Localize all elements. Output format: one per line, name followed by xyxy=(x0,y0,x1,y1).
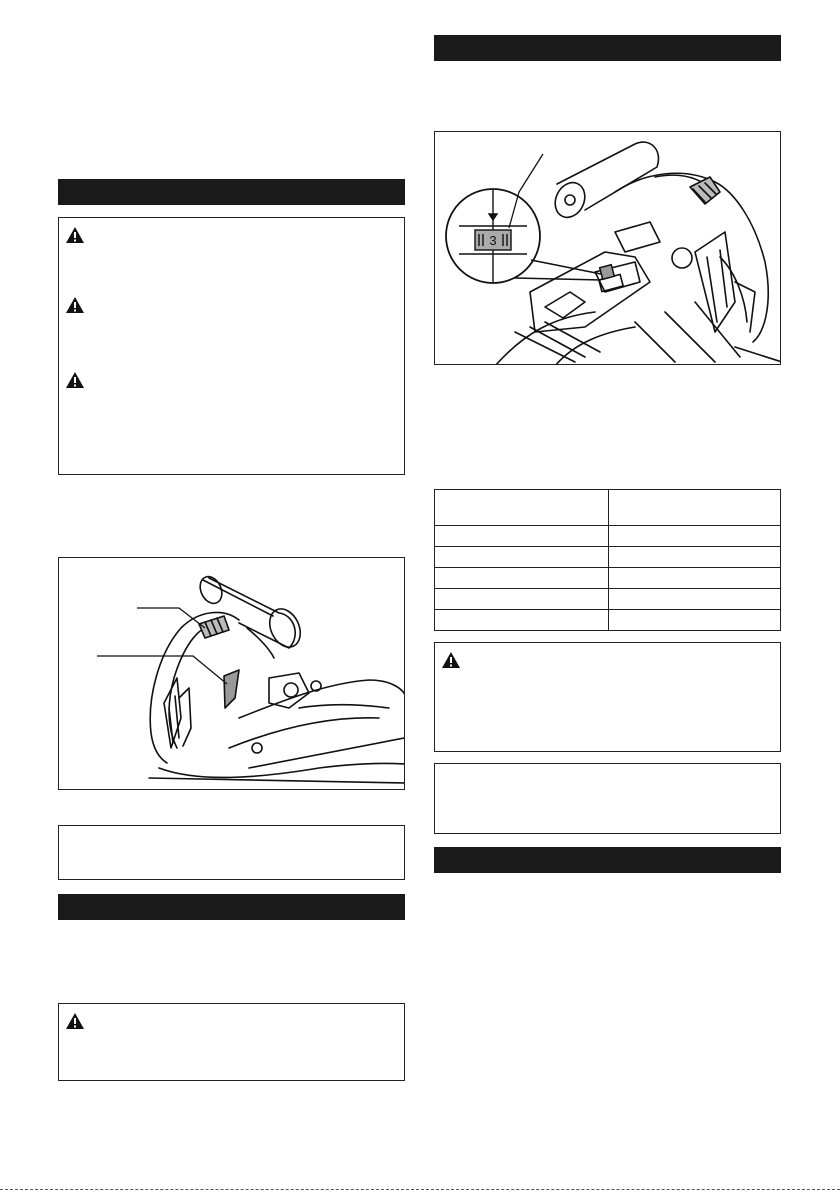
table-row xyxy=(435,568,781,589)
dial-reading: 3 xyxy=(489,233,497,248)
speed-dial-drawing xyxy=(435,132,781,365)
section-header-bar xyxy=(58,179,405,205)
figure-saw-handle xyxy=(58,557,405,790)
table-row xyxy=(435,547,781,568)
warning-triangle-icon xyxy=(65,371,85,389)
warning-triangle-icon xyxy=(65,1012,85,1030)
table-row xyxy=(435,526,781,547)
speed-table xyxy=(434,489,781,631)
section-header-bar xyxy=(434,847,781,873)
note-box xyxy=(58,825,405,880)
warning-triangle-icon xyxy=(65,226,85,244)
table-cell xyxy=(435,547,609,568)
table-cell xyxy=(435,589,609,610)
table-cell xyxy=(435,490,609,526)
warning-box xyxy=(58,217,405,475)
table-cell xyxy=(609,610,781,631)
table-cell xyxy=(435,526,609,547)
table-cell xyxy=(609,589,781,610)
table-cell xyxy=(609,526,781,547)
table-row xyxy=(435,610,781,631)
warning-triangle-icon xyxy=(65,296,85,314)
figure-speed-dial xyxy=(434,131,781,365)
warning-box xyxy=(58,1003,405,1081)
warning-triangle-icon xyxy=(441,651,461,669)
table-row xyxy=(435,589,781,610)
section-header-bar xyxy=(58,894,405,920)
table-cell xyxy=(435,568,609,589)
table-cell xyxy=(609,490,781,526)
table-header-row xyxy=(435,490,781,526)
table-cell xyxy=(609,568,781,589)
section-header-bar xyxy=(434,35,781,61)
note-box xyxy=(434,763,781,834)
page-trim-line xyxy=(0,1189,840,1190)
table-cell xyxy=(609,547,781,568)
warning-box xyxy=(434,642,781,752)
saw-handle-drawing xyxy=(59,558,405,790)
table-cell xyxy=(435,610,609,631)
